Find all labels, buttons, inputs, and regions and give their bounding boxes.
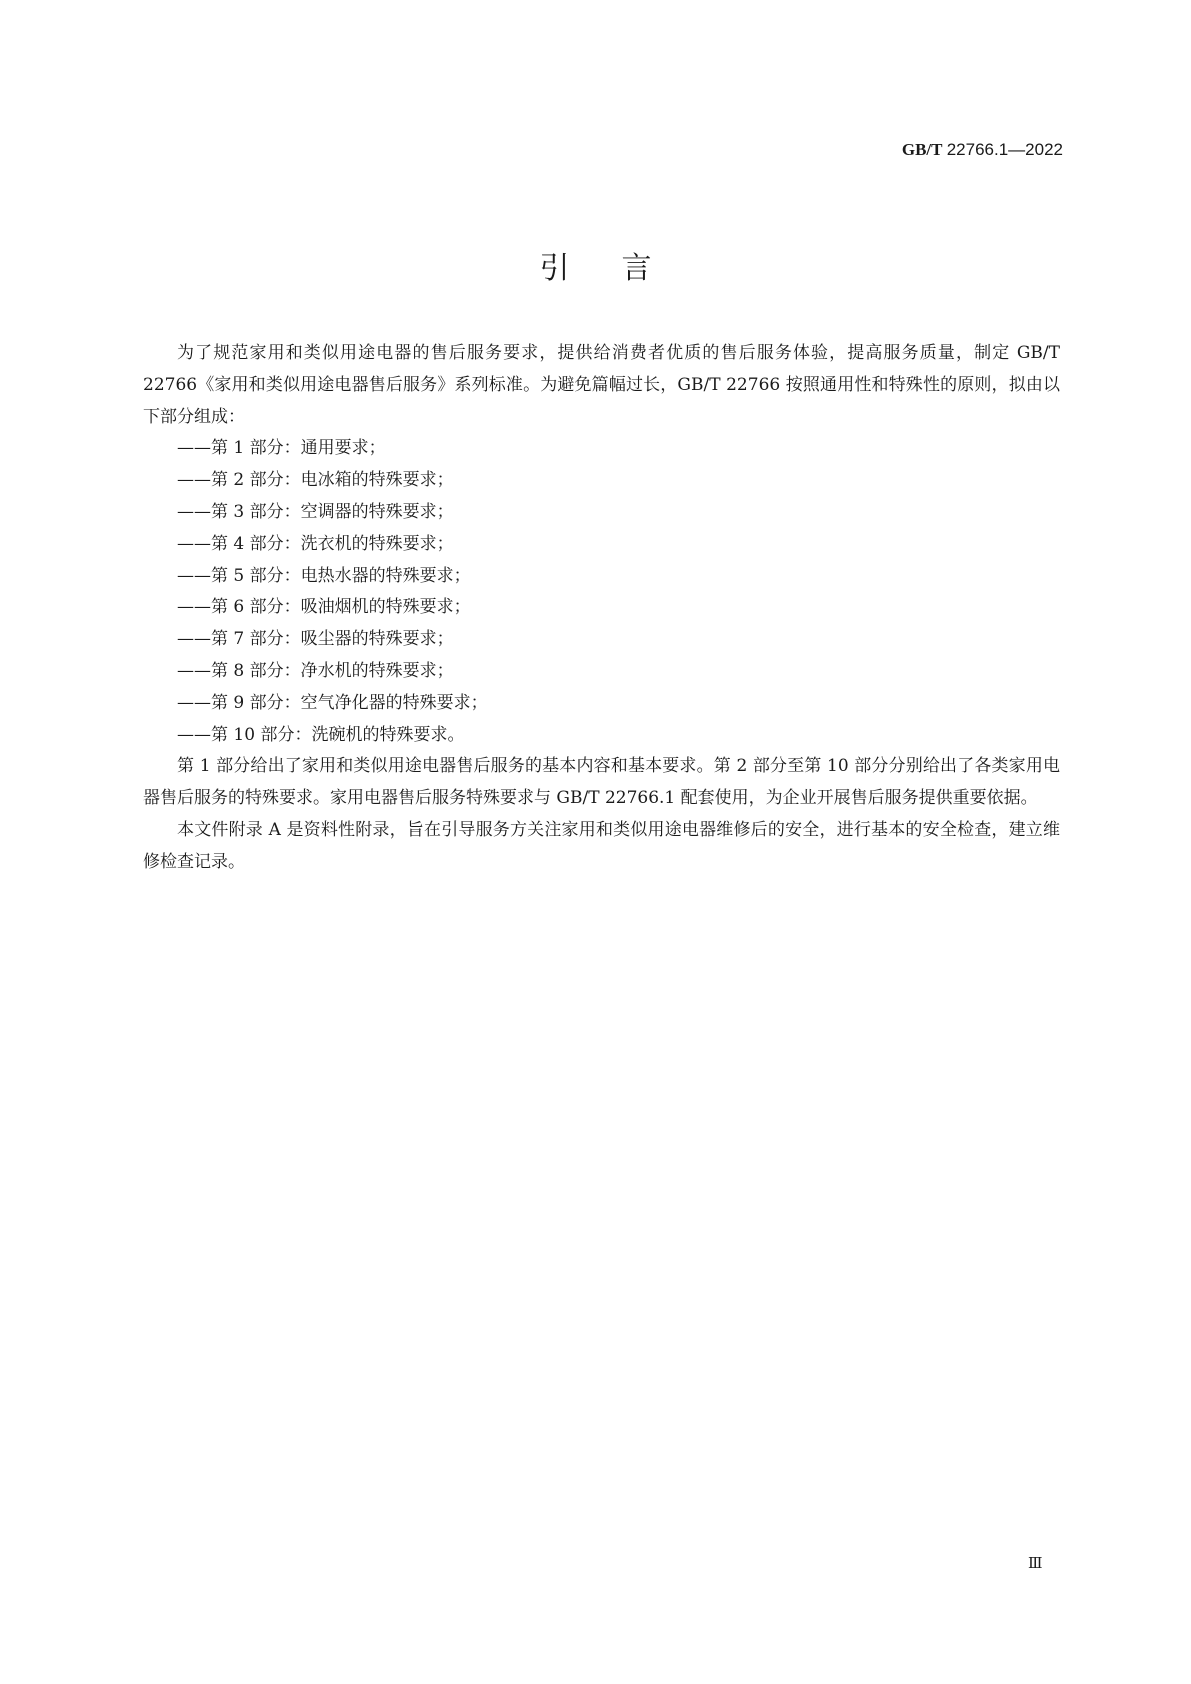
list-item: ——第 4 部分：洗衣机的特殊要求； [177, 533, 454, 554]
page-number: Ⅲ [1028, 1556, 1043, 1572]
annex-paragraph: 本文件附录 A 是资料性附录，旨在引导服务方关注家用和类似用途电器维修后的安全，进行基本的安全检查，建立维修检查记录。 [143, 819, 1060, 872]
intro-paragraph: 为了规范家用和类似用途电器的售后服务要求，提供给消费者优质的售后服务体验，提高服务质量，制定 GB/T 22766《家用和类似用途电器售后服务》系列标准。为避免篇幅过长，GB/T 22766 按照通用性和特殊性的原则，拟由以下部分组成： [143, 343, 1060, 427]
standard-number: 22766.1—2022 [946, 140, 1063, 159]
list-item: ——第 2 部分：电冰箱的特殊要求； [177, 470, 454, 491]
list-item: ——第 8 部分：净水机的特殊要求； [177, 660, 454, 681]
list-item: ——第 7 部分：吸尘器的特殊要求； [177, 629, 454, 650]
list-item: ——第 3 部分：空调器的特殊要求； [177, 501, 454, 522]
list-item: ——第 10 部分：洗碗机的特殊要求。 [177, 724, 465, 745]
list-item: ——第 6 部分：吸油烟机的特殊要求； [177, 597, 471, 618]
part1-description-paragraph: 第 1 部分给出了家用和类似用途电器售后服务的基本内容和基本要求。第 2 部分至第 10 部分分别给出了各类家用电器售后服务的特殊要求。家用电器售后服务特殊要求与 GB/T 22766.1 配套使用，为企业开展售后服务提供重要依据。 [143, 756, 1060, 809]
standard-prefix: GB/T [901, 140, 943, 159]
document-body [143, 338, 1060, 879]
list-item: ——第 9 部分：空气净化器的特殊要求； [177, 692, 488, 713]
page-title: 引言 [539, 251, 704, 286]
parts-list [143, 433, 1060, 751]
standard-code [902, 140, 1063, 160]
list-item: ——第 1 部分：通用要求； [177, 438, 386, 459]
list-item: ——第 5 部分：电热水器的特殊要求； [177, 565, 471, 586]
